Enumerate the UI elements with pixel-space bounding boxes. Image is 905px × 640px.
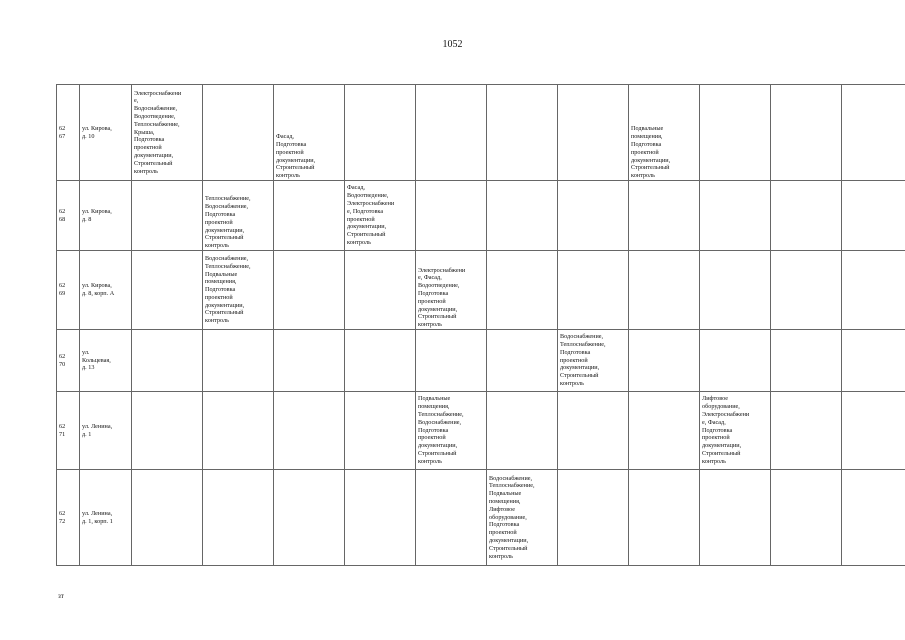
work-cell: Теплоснабжение, Водоснабжение, Подготовка проектной документации, Строительный контроль xyxy=(203,181,274,251)
work-cell-empty xyxy=(771,330,842,392)
work-cell-empty xyxy=(274,470,345,566)
work-cell-empty xyxy=(345,470,416,566)
work-cell-empty xyxy=(842,470,905,566)
work-cell-empty xyxy=(132,251,203,330)
row-number-cell: 62 72 xyxy=(57,470,80,566)
table-row xyxy=(57,251,905,330)
table-row xyxy=(57,181,905,251)
work-cell-empty xyxy=(558,85,629,181)
work-cell-empty xyxy=(274,251,345,330)
address-cell: ул. Кирова, д. 10 xyxy=(80,85,132,181)
work-cell-empty xyxy=(629,470,700,566)
table-row xyxy=(57,470,905,566)
work-cell-empty xyxy=(416,470,487,566)
work-cell-empty xyxy=(203,392,274,470)
row-number-cell: 62 69 xyxy=(57,251,80,330)
address-cell: ул. Кольцевая, д. 13 xyxy=(80,330,132,392)
work-cell-empty xyxy=(274,330,345,392)
row-number-cell: 62 71 xyxy=(57,392,80,470)
work-cell-empty xyxy=(487,251,558,330)
work-cell-empty xyxy=(771,470,842,566)
work-cell-empty xyxy=(132,470,203,566)
work-cell-empty xyxy=(771,251,842,330)
work-cell-empty xyxy=(203,330,274,392)
work-cell-empty xyxy=(700,85,771,181)
work-cell-empty xyxy=(700,251,771,330)
work-cell-empty xyxy=(558,181,629,251)
work-cell-empty xyxy=(345,392,416,470)
repair-schedule-table xyxy=(56,84,905,566)
work-cell: Электроснабжени е, Водоснабжение, Водоотведение, Теплоснабжение, Крыша, Подготовка проектной документации, Строительный контроль xyxy=(132,85,203,181)
work-cell-empty xyxy=(700,330,771,392)
work-cell-empty xyxy=(558,251,629,330)
work-cell-empty xyxy=(487,392,558,470)
work-cell-empty xyxy=(842,392,905,470)
row-number-cell: 62 70 xyxy=(57,330,80,392)
address-cell: ул. Кирова, д. 8, корп. А xyxy=(80,251,132,330)
work-cell: Водоснабжение, Теплоснабжение, Подвальные помещения, Лифтовое оборудование, Подготовка проектной документации, Строительный контроль xyxy=(487,470,558,566)
work-cell: Подвальные помещения, Подготовка проектной документации, Строительный контроль xyxy=(629,85,700,181)
work-cell: Водоснабжение, Теплоснабжение, Подвальные помещения, Подготовка проектной документации, Строительный контроль xyxy=(203,251,274,330)
work-cell-empty xyxy=(203,470,274,566)
work-cell-empty xyxy=(345,330,416,392)
row-number-cell: 62 68 xyxy=(57,181,80,251)
work-cell: Подвальные помещения, Теплоснабжение, Водоснабжение, Подготовка проектной документации, Строительный контроль xyxy=(416,392,487,470)
work-cell-empty xyxy=(629,251,700,330)
work-cell: Лифтовое оборудование, Электроснабжени е, Фасад, Подготовка проектной документации, Строительный контроль xyxy=(700,392,771,470)
work-cell-empty xyxy=(842,85,905,181)
table-row xyxy=(57,330,905,392)
work-cell-empty xyxy=(132,392,203,470)
row-number-cell: 62 67 xyxy=(57,85,80,181)
work-cell-empty xyxy=(771,85,842,181)
work-cell-empty xyxy=(558,392,629,470)
work-cell-empty xyxy=(771,181,842,251)
work-cell-empty xyxy=(629,392,700,470)
table-row xyxy=(57,392,905,470)
work-cell-empty xyxy=(700,470,771,566)
page-number: 1052 xyxy=(442,39,463,50)
work-cell: Фасад, Подготовка проектной документации, Строительный контроль xyxy=(274,85,345,181)
work-cell-empty xyxy=(558,470,629,566)
work-cell-empty xyxy=(771,392,842,470)
work-cell-empty xyxy=(416,181,487,251)
work-cell-empty xyxy=(416,85,487,181)
work-cell-empty xyxy=(274,392,345,470)
work-cell-empty xyxy=(842,251,905,330)
table-row xyxy=(57,85,905,181)
footer-mark: зт xyxy=(58,592,64,600)
address-cell: ул. Кирова, д. 8 xyxy=(80,181,132,251)
work-cell-empty xyxy=(487,85,558,181)
address-cell: ул. Ленина, д. 1, корп. 1 xyxy=(80,470,132,566)
work-cell-empty xyxy=(274,181,345,251)
work-cell: Фасад, Водоотведение, Электроснабжени е, Подготовка проектной документации, Строительный контроль xyxy=(345,181,416,251)
work-cell-empty xyxy=(416,330,487,392)
work-cell-empty xyxy=(345,85,416,181)
work-cell-empty xyxy=(132,330,203,392)
work-cell-empty xyxy=(203,85,274,181)
work-cell: Электроснабжени е, Фасад, Водоотведение, Подготовка проектной документации, Строительный контроль xyxy=(416,251,487,330)
work-cell-empty xyxy=(345,251,416,330)
work-cell-empty xyxy=(487,181,558,251)
work-cell-empty xyxy=(700,181,771,251)
address-cell: ул. Ленина, д. 1 xyxy=(80,392,132,470)
work-cell-empty xyxy=(842,181,905,251)
work-cell: Водоснабжение, Теплоснабжение, Подготовка проектной документации, Строительный контроль xyxy=(558,330,629,392)
work-cell-empty xyxy=(629,330,700,392)
work-cell-empty xyxy=(629,181,700,251)
work-cell-empty xyxy=(132,181,203,251)
work-cell-empty xyxy=(842,330,905,392)
work-cell-empty xyxy=(487,330,558,392)
